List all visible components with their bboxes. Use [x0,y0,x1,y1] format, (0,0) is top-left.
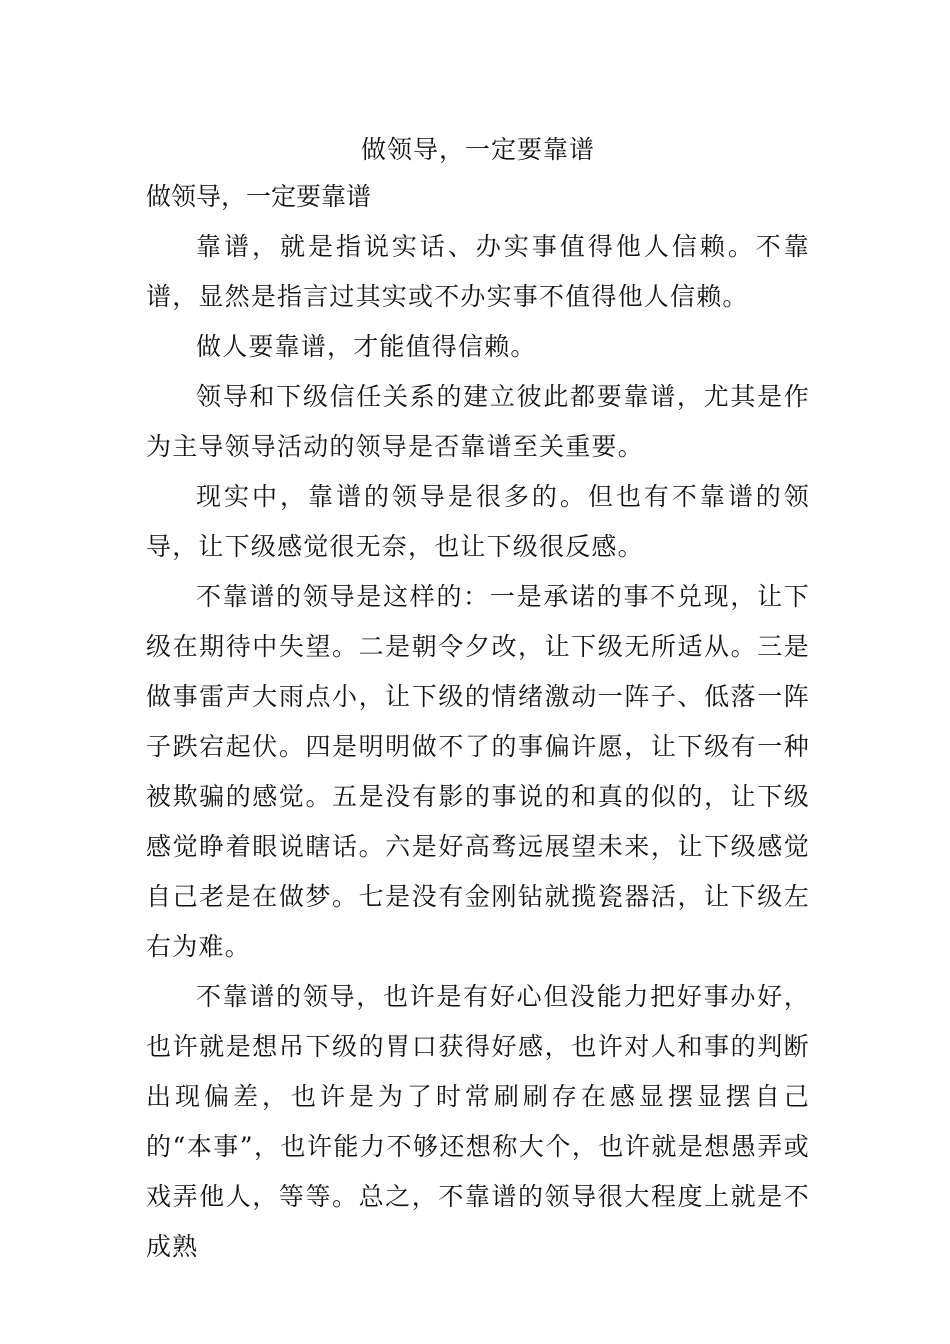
paragraph-reality: 现实中，靠谱的领导是很多的。但也有不靠谱的领导，让下级感觉很无奈，也让下级很反感。 [146,482,810,561]
paragraph-trust: 做人要靠谱，才能值得信赖。 [196,332,537,361]
document-title: 做领导，一定要靠谱 [360,135,595,164]
paragraph-definition: 靠谱，就是指说实话、办实事值得他人信赖。不靠谱，显然是指言过其实或不办实事不值得他人信赖。 [146,232,810,311]
document-subtitle: 做领导，一定要靠谱 [146,182,372,211]
paragraph-behaviors: 不靠谱的领导是这样的：一是承诺的事不兑现，让下级在期待中失望。二是朝令夕改，让下级无所适从。三是做事雷声大雨点小，让下级的情绪激动一阵子、低落一阵子跌宕起伏。四是明明做不了的事偏许愿，让下级有一种被欺骗的感觉。五是没有影的事说的和真的似的，让下级感觉睁着眼说瞎话。六是好高骛远展望未来，让下级感觉自己老是在做梦。七是没有金刚钻就揽瓷器活，让下级左右为难。 [146,582,810,961]
document-page [146,128,810,1272]
paragraph-reasons: 不靠谱的领导，也许是有好心但没能力把好事办好，也许就是想吊下级的胃口获得好感，也许对人和事的判断出现偏差，也许是为了时常刷刷存在感显摆显摆自己的“本事”，也许能力不够还想称大个，也许就是想愚弄或戏弄他人，等等。总之，不靠谱的领导很大程度上就是不成熟 [146,982,810,1261]
paragraph-relationship: 领导和下级信任关系的建立彼此都要靠谱，尤其是作为主导领导活动的领导是否靠谱至关重要。 [146,382,810,461]
